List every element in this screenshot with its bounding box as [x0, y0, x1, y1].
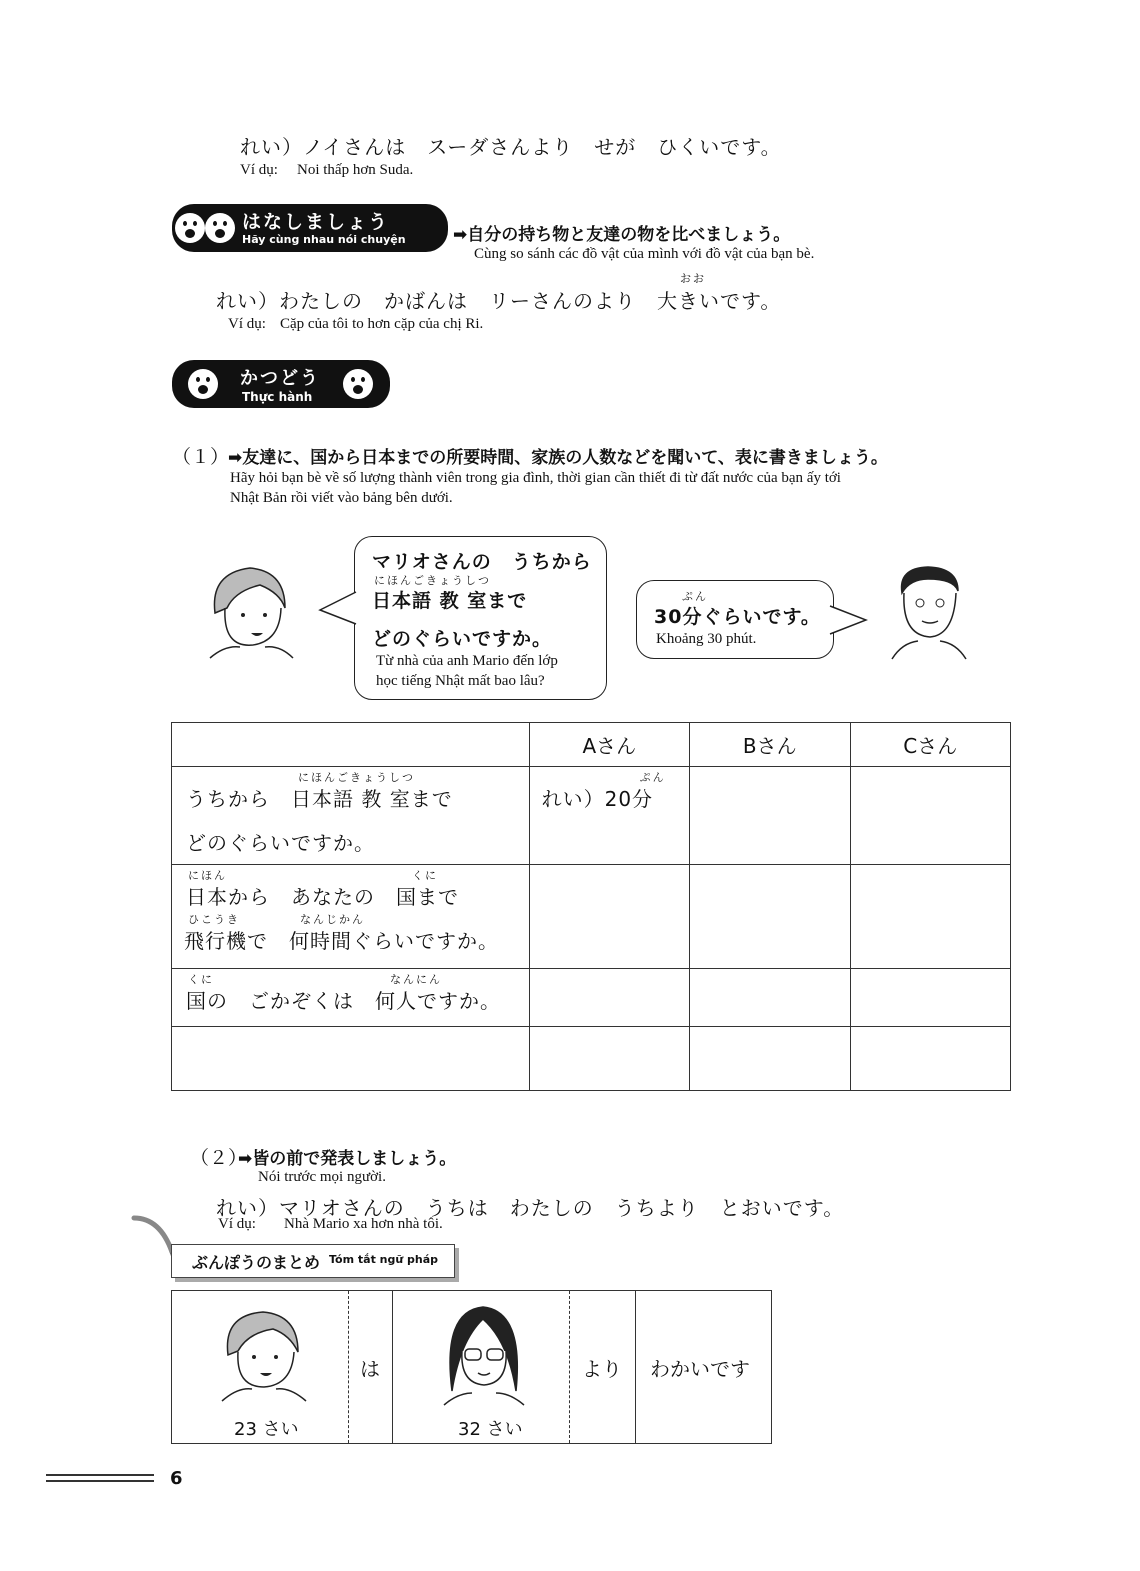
row3-line: 国の ごかぞくは 何人ですか。	[186, 989, 501, 1013]
header-a-san: Aさん	[529, 723, 689, 767]
survey-table	[171, 722, 1011, 1091]
divider	[392, 1291, 393, 1443]
grammar-table	[171, 1290, 772, 1444]
bubble-left-ruby: にほんごきょうしつ	[374, 574, 491, 587]
answer-cell-a[interactable]	[529, 1027, 689, 1091]
katsudou-banner	[172, 360, 390, 408]
row2-ruby2a: ひこうき	[188, 913, 240, 926]
task2-instruction-vn: Nói trước mọi người.	[258, 1169, 386, 1185]
young-woman-illustration	[218, 1307, 308, 1402]
age-left: 23 さい	[234, 1419, 299, 1440]
grammar-title-jp: ぶんぽうのまとめ	[192, 1253, 321, 1272]
hanashi-title: はなしましょう	[242, 211, 390, 233]
dashed-divider	[569, 1291, 570, 1443]
bubble-left-line2: 日本語 教 室まで	[372, 590, 528, 612]
table-header-row	[172, 723, 1011, 767]
question-cell-time-to-school	[172, 767, 530, 865]
task1-instruction-vn-1: Hãy hỏi bạn bè về số lượng thành viên trong gia đình, thời gian cần thiết đi từ đất nước của bạn ấy tới	[230, 470, 841, 486]
answer-cell-a[interactable]	[529, 865, 689, 969]
hanashi-banner	[172, 204, 448, 252]
answer-cell-a[interactable]	[529, 767, 689, 865]
hanashi-example-vn: Cặp của tôi to hơn cặp của chị Ri.	[280, 316, 484, 332]
speaking-face-icon	[175, 213, 205, 243]
answer-cell-b[interactable]	[690, 1027, 850, 1091]
footer-rule	[46, 1480, 154, 1482]
woman-illustration	[205, 563, 295, 663]
task2-example-vn: Nhà Mario xa hơn nhà tôi.	[284, 1216, 443, 1232]
task1-instruction-jp: ➡友達に、国から日本までの所要時間、家族の人数などを聞いて、表に書きましょう。	[228, 448, 888, 468]
example1-vn: Noi thấp hơn Suda.	[297, 162, 414, 178]
speaking-face-icon	[188, 369, 218, 399]
bubble-left-vn1: Từ nhà của anh Mario đến lớp	[376, 653, 558, 669]
task1-number: （１）	[172, 446, 230, 468]
speaking-face-icon	[343, 369, 373, 399]
task1-instruction-vn-2: Nhật Bản rồi viết vào bảng bên dưới.	[230, 490, 453, 506]
task2-example-jp: れい）マリオさんの うちは わたしの うちより とおいです。	[216, 1196, 845, 1220]
bubble-tail	[318, 590, 358, 630]
hanashi-example-jp: れい）わたしの かばんは リーさんのより 大きいです。	[216, 289, 782, 313]
hanashi-vn-label: Ví dụ:	[228, 316, 266, 332]
table-row	[172, 969, 1011, 1027]
answer-cell-c[interactable]	[850, 1027, 1010, 1091]
task2-instruction-jp: ➡皆の前で発表しましょう。	[238, 1149, 457, 1169]
row3-ruby-a: くに	[188, 973, 214, 986]
header-c-san: Cさん	[850, 723, 1010, 767]
dashed-divider	[348, 1291, 349, 1443]
grammar-title-vn: Tóm tắt ngữ pháp	[329, 1253, 439, 1266]
hanashi-example-ruby: おお	[680, 272, 706, 285]
row2-line1: 日本から あなたの 国まで	[186, 885, 459, 909]
table-row	[172, 1027, 1011, 1091]
row1-example-ruby: ぷん	[639, 771, 666, 784]
divider	[635, 1291, 636, 1443]
row1-ruby: にほんごきょうしつ	[298, 771, 415, 784]
bubble-left-vn2: học tiếng Nhật mất bao lâu?	[376, 673, 545, 689]
hanashi-subtitle: Hãy cùng nhau nói chuyện	[242, 233, 406, 246]
predicate: わかいです	[650, 1357, 750, 1381]
table-row	[172, 865, 1011, 969]
task2-vn-label: Ví dụ:	[218, 1216, 256, 1232]
example1-vn-label: Ví dụ:	[240, 162, 278, 178]
question-cell-family-size	[172, 969, 530, 1027]
bubble-left-line1: マリオさんの うちから	[372, 551, 592, 573]
answer-cell-c[interactable]	[850, 865, 1010, 969]
row1-line2: どのぐらいですか。	[186, 831, 375, 855]
particle-ha: は	[360, 1357, 380, 1381]
answer-cell-b[interactable]	[690, 865, 850, 969]
bubble-tail	[828, 604, 868, 638]
question-cell-blank[interactable]	[172, 1027, 530, 1091]
example1-jp: れい）ノイさんは スーダさんより せが ひくいです。	[240, 135, 782, 159]
table-row	[172, 767, 1011, 865]
bubble-left-line3: どのぐらいですか。	[372, 628, 553, 650]
header-b-san: Bさん	[690, 723, 850, 767]
speaking-face-icon	[205, 213, 235, 243]
answer-cell-c[interactable]	[850, 767, 1010, 865]
particle-yori: より	[582, 1357, 622, 1381]
katsudou-title: かつどう	[240, 368, 320, 389]
task2-number: （２）	[190, 1147, 248, 1169]
row2-ruby1a: にほん	[188, 869, 227, 882]
row2-ruby1b: くに	[412, 869, 438, 882]
man-illustration	[888, 563, 968, 661]
answer-cell-b[interactable]	[690, 767, 850, 865]
footer-rule	[46, 1474, 154, 1476]
answer-cell-c[interactable]	[850, 969, 1010, 1027]
answer-cell-a[interactable]	[529, 969, 689, 1027]
hanashi-instruction-vn: Cùng so sánh các đồ vật của mình với đồ vật của bạn bè.	[474, 246, 815, 262]
row3-ruby-b: なんにん	[390, 973, 442, 986]
bubble-right-vn: Khoảng 30 phút.	[656, 631, 757, 647]
katsudou-subtitle: Thực hành	[242, 390, 313, 404]
row2-ruby2b: なんじかん	[300, 913, 365, 926]
header-cell-empty	[172, 723, 530, 767]
answer-cell-b[interactable]	[690, 969, 850, 1027]
row2-line2: 飛行機で 何時間ぐらいですか。	[184, 929, 499, 953]
row1-line1: うちから 日本語 教 室まで	[186, 787, 453, 811]
grammar-summary-tag	[171, 1244, 455, 1278]
bubble-right-line1: 30分ぐらいです。	[654, 606, 821, 628]
hanashi-instruction-jp: ➡自分の持ち物と友達の物を比べましょう。	[453, 225, 791, 245]
bubble-right-ruby: ぷん	[682, 590, 708, 603]
older-woman-illustration	[438, 1301, 528, 1406]
page-number: 6	[170, 1468, 183, 1489]
question-cell-flight-time	[172, 865, 530, 969]
age-right: 32 さい	[458, 1419, 523, 1440]
row1-example: れい）20分	[541, 787, 654, 811]
